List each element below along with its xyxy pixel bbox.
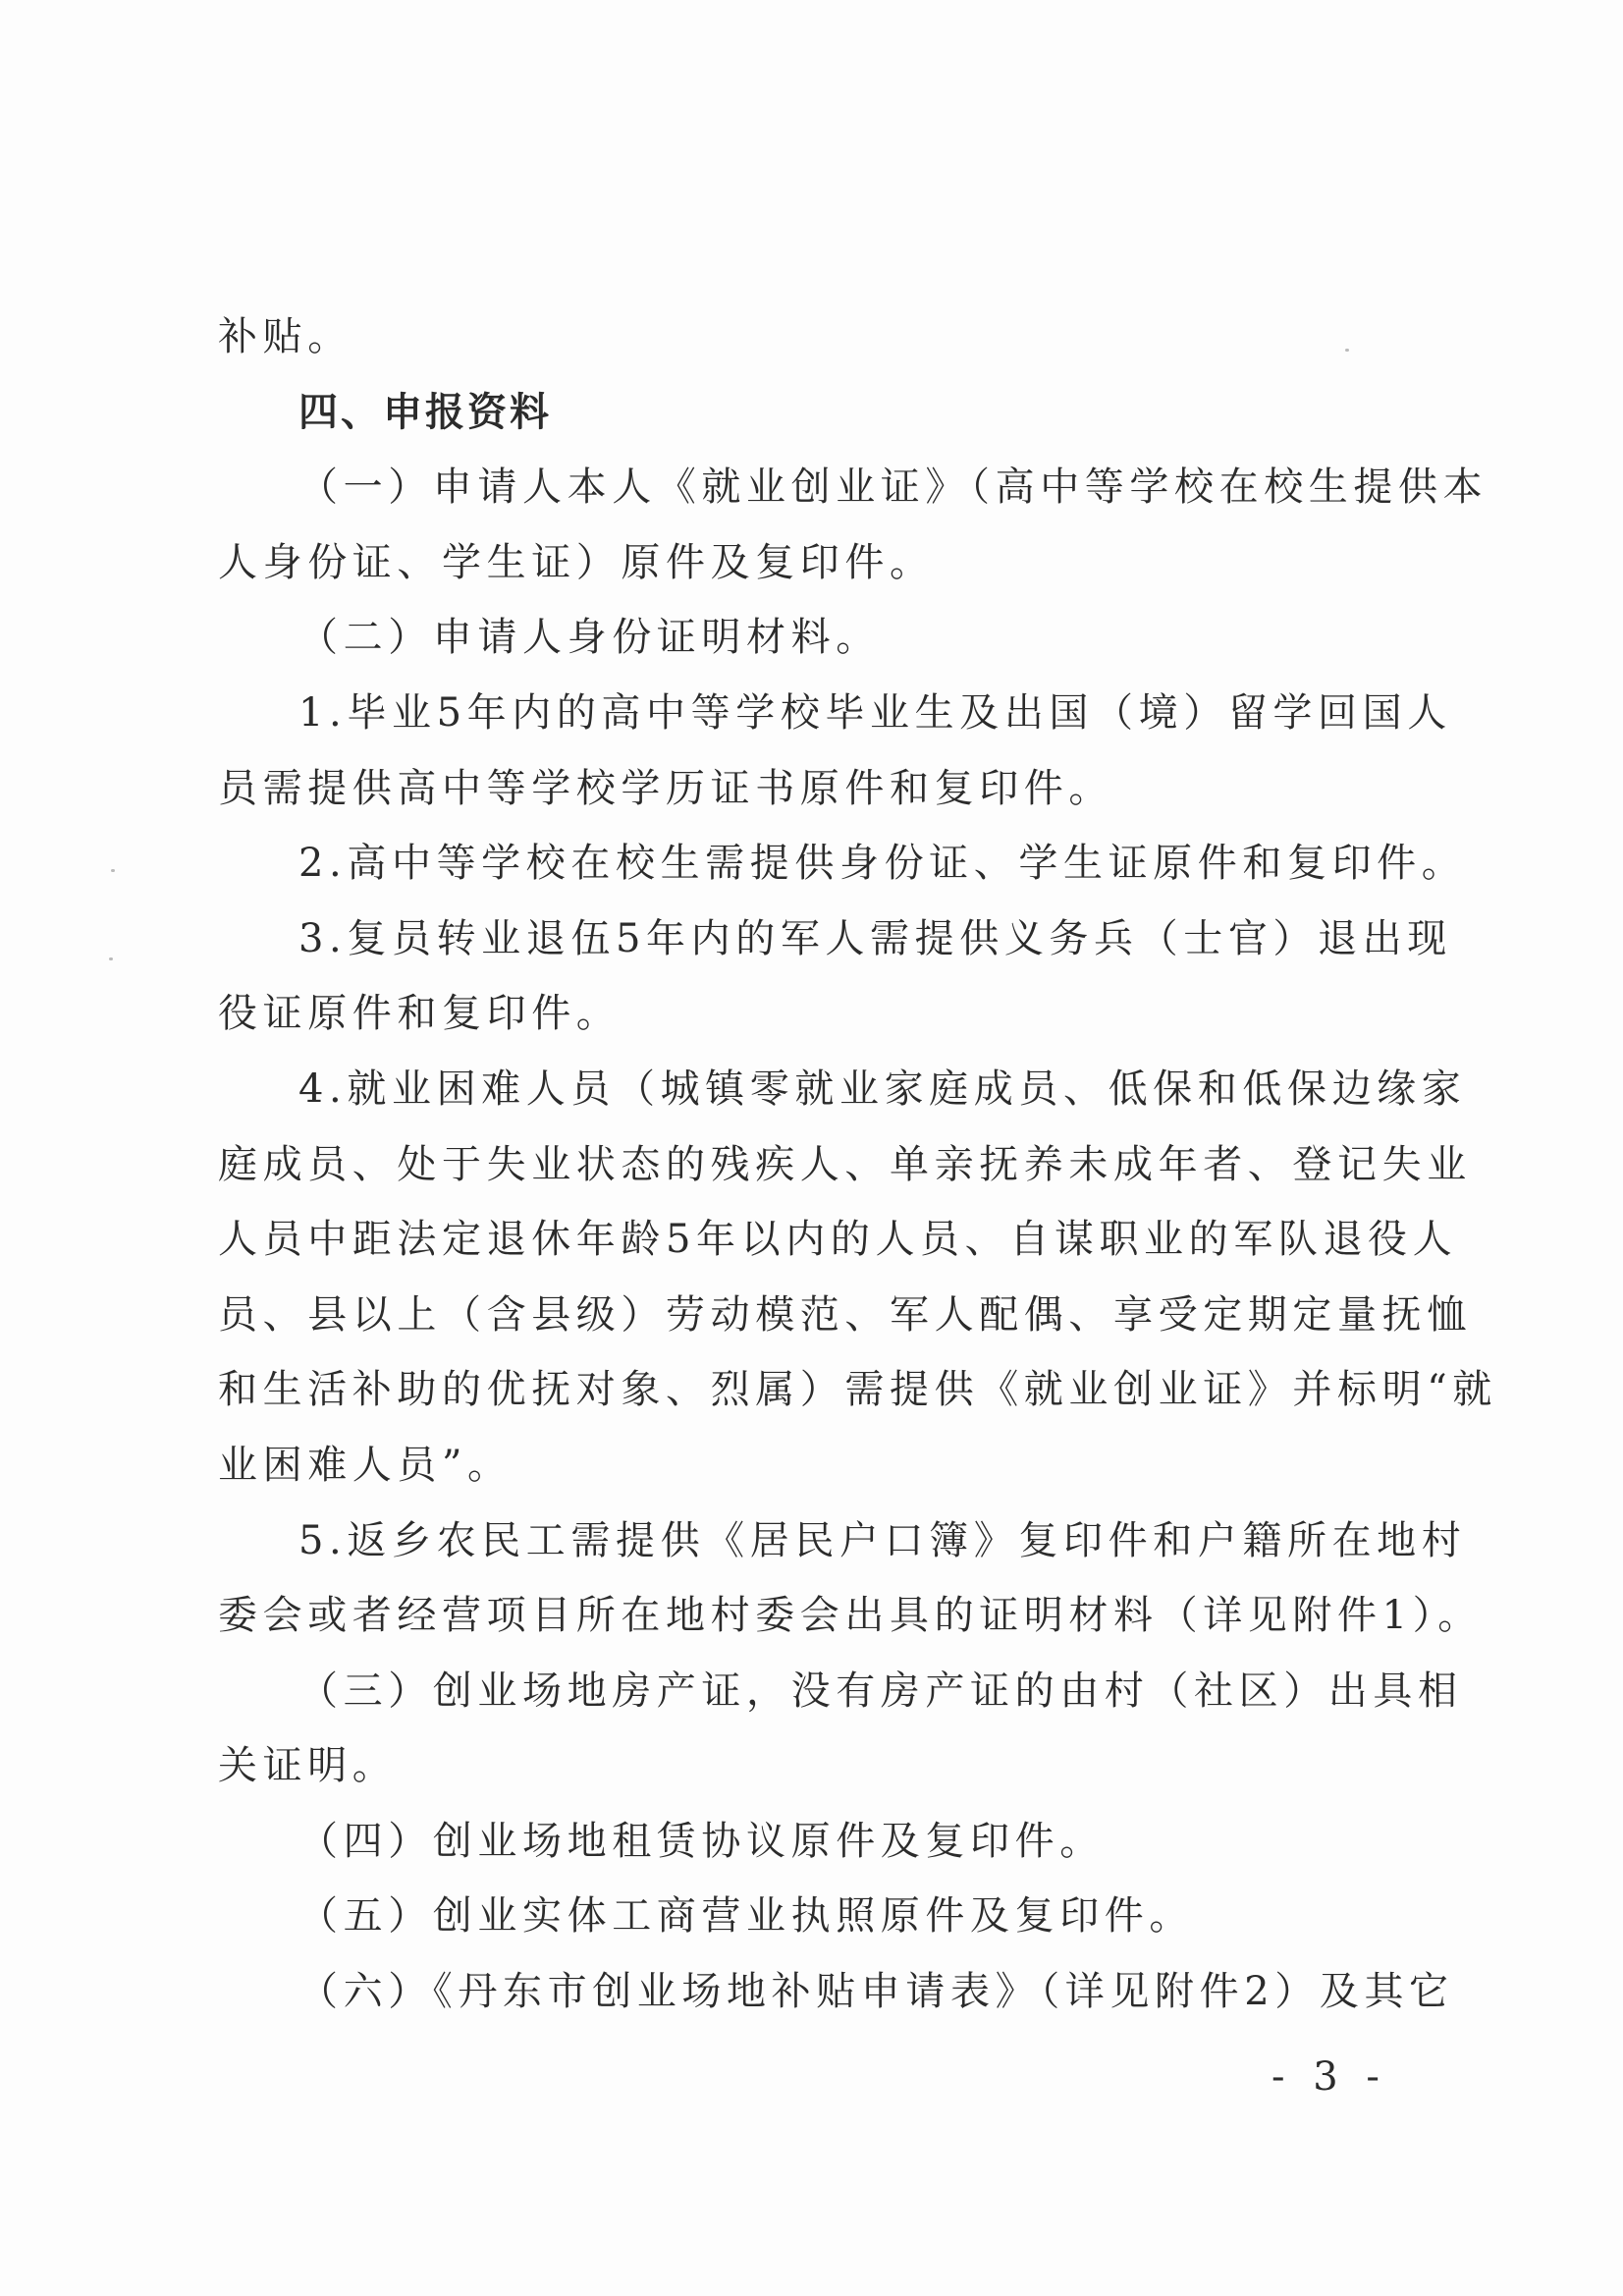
paragraph-line: 补贴。 xyxy=(218,314,352,359)
paragraph-line: （一）申请人本人《就业创业证》（高中等学校在校生提供本 xyxy=(298,465,1488,511)
paragraph-line: 员需提供高中等学校学历证书原件和复印件。 xyxy=(218,765,1113,811)
paragraph-line: 业困难人员”。 xyxy=(218,1442,513,1488)
paragraph-line: （六）《丹东市创业场地补贴申请表》（详见附件2）及其它 xyxy=(298,1969,1454,2015)
paragraph-line: 3.复员转业退伍5年内的军人需提供义务兵（士官）退出现 xyxy=(298,915,1452,961)
paragraph-line: 4.就业困难人员（城镇零就业家庭成员、低保和低保边缘家 xyxy=(298,1066,1467,1112)
section-heading: 四、申报资料 xyxy=(298,389,552,435)
paragraph-line: 役证原件和复印件。 xyxy=(218,991,622,1037)
paragraph-line: （五）创业实体工商营业执照原件及复印件。 xyxy=(298,1893,1194,1940)
paragraph-line: 人员中距法定退休年龄5年以内的人员、自谋职业的军队退役人 xyxy=(218,1217,1458,1263)
paragraph-line: 庭成员、处于失业状态的残疾人、单亲抚养未成年者、登记失业 xyxy=(218,1141,1472,1187)
paragraph-line: 1.毕业5年内的高中等学校毕业生及出国（境）留学回国人 xyxy=(298,689,1452,736)
paragraph-line: 人身份证、学生证）原件及复印件。 xyxy=(218,539,935,585)
paragraph-line: 2.高中等学校在校生需提供身份证、学生证原件和复印件。 xyxy=(298,841,1467,887)
scan-speck xyxy=(109,957,113,960)
paragraph-line: （二）申请人身份证明材料。 xyxy=(298,615,881,661)
paragraph-line: 5.返乡农民工需提供《居民户口簿》复印件和户籍所在地村 xyxy=(298,1517,1467,1563)
document-body xyxy=(218,300,1497,2030)
paragraph-line: 员、县以上（含县级）劳动模范、军人配偶、享受定期定量抚恤 xyxy=(218,1291,1472,1338)
paragraph-line: （三）创业场地房产证，没有房产证的由村（社区）出具相 xyxy=(298,1667,1463,1714)
paragraph-line: 和生活补助的优抚对象、烈属）需提供《就业创业证》并标明“就 xyxy=(218,1367,1497,1413)
scan-speck xyxy=(111,869,115,872)
page-number: - 3 - xyxy=(1271,2054,1387,2100)
paragraph-line: 关证明。 xyxy=(218,1743,398,1789)
paragraph-line: （四）创业场地租赁协议原件及复印件。 xyxy=(298,1818,1105,1864)
paragraph-line: 委会或者经营项目所在地村委会出具的证明材料（详见附件1）。 xyxy=(218,1593,1483,1639)
